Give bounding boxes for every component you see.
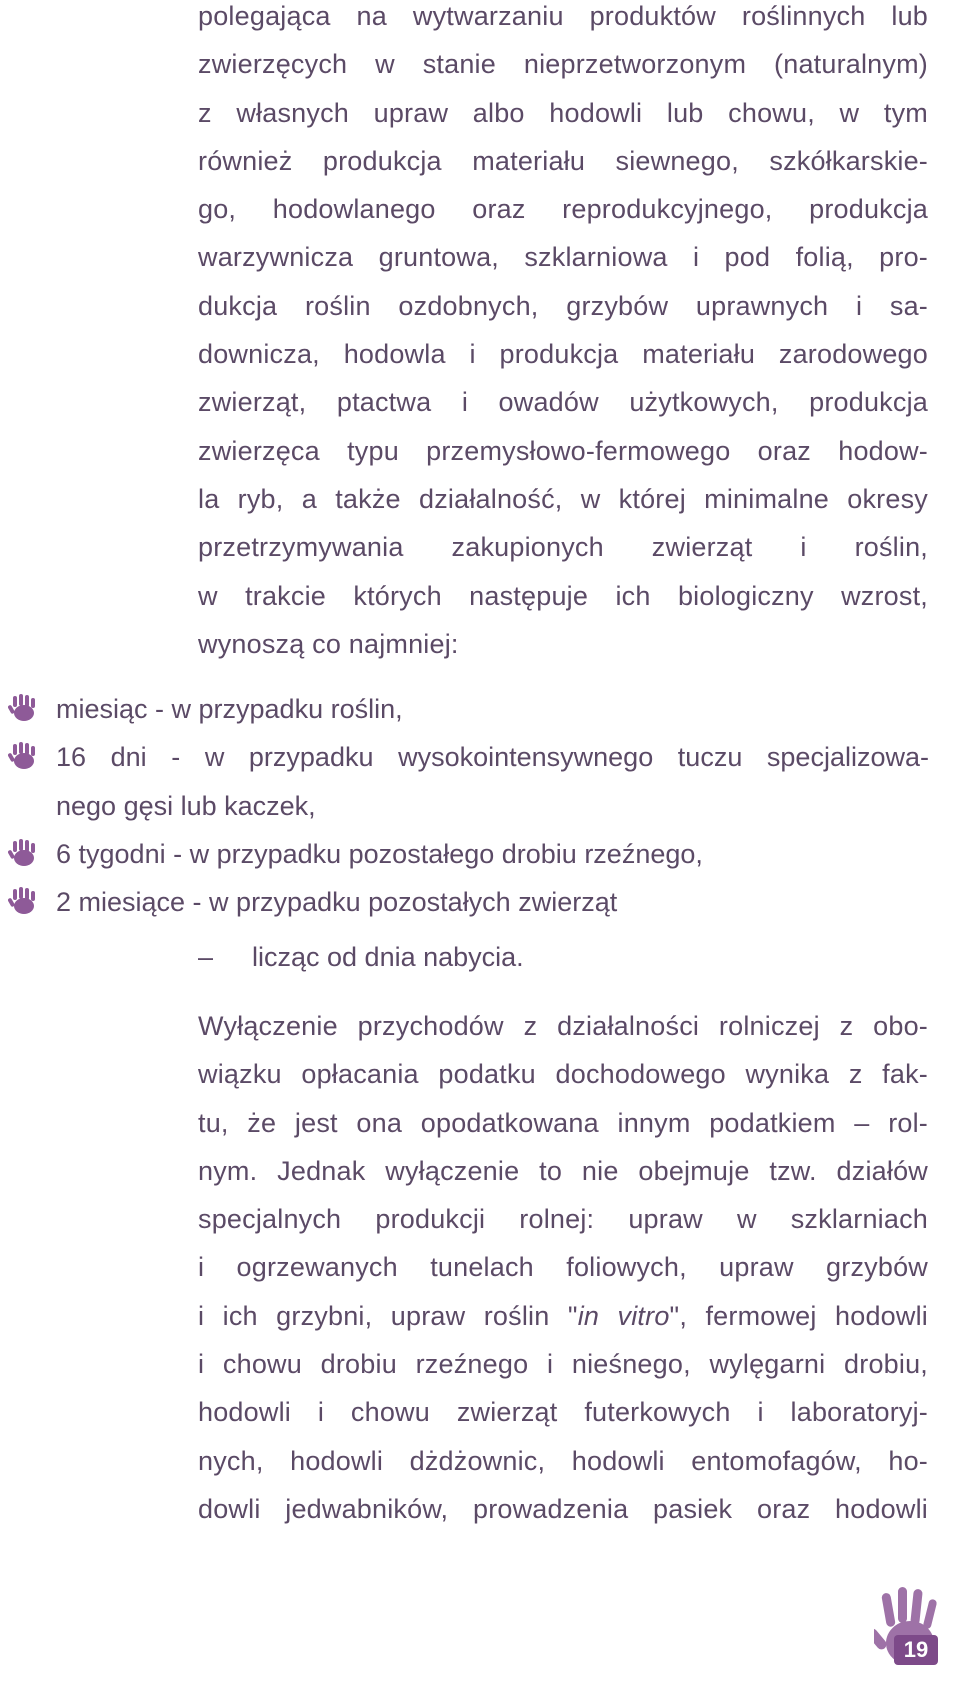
text-line: nym. Jednak wyłączenie to nie obejmuje tzw. działów [198,1155,928,1186]
text-segment: ", fermowej hodowli [669,1300,928,1331]
text-line: również produkcja materiału siewnego, szkółkarskie- [198,145,928,176]
list-item [0,830,950,878]
text-line: przetrzymywania zakupionych zwierząt i roślin, [198,532,928,563]
text-line: dukcja roślin ozdobnych, grzybów uprawnych i sa- [198,290,928,321]
dash-note-text: licząc od dnia nabycia. [252,942,524,972]
text-line: z własnych upraw albo hodowli lub chowu, w tym [198,97,928,128]
list-item [0,878,950,926]
text-segment: i ich grzybni, upraw roślin " [198,1300,578,1331]
text-line: nych, hodowli dżdżownic, hodowli entomofagów, ho- [198,1445,928,1476]
text-line: i ogrzewanych tunelach foliowych, upraw grzybów [198,1252,928,1283]
bullet-list [0,685,950,926]
list-item-text: 6 tygodni - w przypadku pozostałego drobiu rzeźnego, [56,838,703,869]
text-line: wynoszą co najmniej: [198,628,459,659]
text-line: zwierząt, ptactwa i owadów użytkowych, produkcja [198,387,928,418]
hand-bullet-icon [8,693,38,723]
list-item-text: miesiąc - w przypadku roślin, [56,694,403,724]
hand-bullet-icon [8,838,38,868]
list-item [0,733,950,830]
list-item [0,685,950,733]
hand-bullet-icon [8,886,38,916]
text-line: specjalnych produkcji rolnej: upraw w szklarniach [198,1204,928,1235]
text-line: w trakcie których następuje ich biologiczny wzrost, [198,580,928,611]
handprint-icon [874,1585,946,1681]
italic-term: in vitro [577,1300,670,1331]
text-line: zwierzęca typu przemysłowo-fermowego oraz hodow- [198,435,928,466]
text-line: i chowu drobiu rzeźnego i nieśnego, wylęgarni drobiu, [198,1349,928,1380]
text-line: go, hodowlanego oraz reprodukcyjnego, produkcja [198,194,928,225]
text-line: zwierzęcych w stanie nieprzetworzonym (naturalnym) [198,49,928,80]
dash-symbol: – [198,942,214,972]
list-item-text: nego gęsi lub kaczek, [56,790,316,821]
text-line: tu, że jest ona opodatkowana innym podatkiem – rol- [198,1107,928,1138]
paragraph-intro [198,0,928,668]
dash-note [198,933,524,981]
text-line: downicza, hodowla i produkcja materiału zarodowego [198,339,928,370]
text-line: polegająca na wytwarzaniu produktów roślinnych lub [198,1,928,31]
list-item-text: 16 dni - w przypadku wysokointensywnego tuczu specjalizowa- [56,742,929,773]
list-item-text: 2 miesiące - w przypadku pozostałych zwierząt [56,887,618,918]
text-line: wiązku opłacania podatku dochodowego wynika z fak- [198,1059,928,1090]
text-line: la ryb, a także działalność, w której minimalne okresy [198,483,928,514]
text-line: Wyłączenie przychodów z działalności rolniczej z obo- [198,1011,928,1041]
text-line: warzywnicza gruntowa, szklarniowa i pod folią, pro- [198,242,928,273]
paragraph-exclusion [198,1002,928,1533]
text-line [198,1292,928,1340]
text-line: hodowli i chowu zwierząt futerkowych i laboratoryj- [198,1397,928,1428]
hand-bullet-icon [8,741,38,771]
text-line: dowli jedwabników, prowadzenia pasiek oraz hodowli [198,1493,928,1524]
page-number: 19 [894,1635,938,1665]
